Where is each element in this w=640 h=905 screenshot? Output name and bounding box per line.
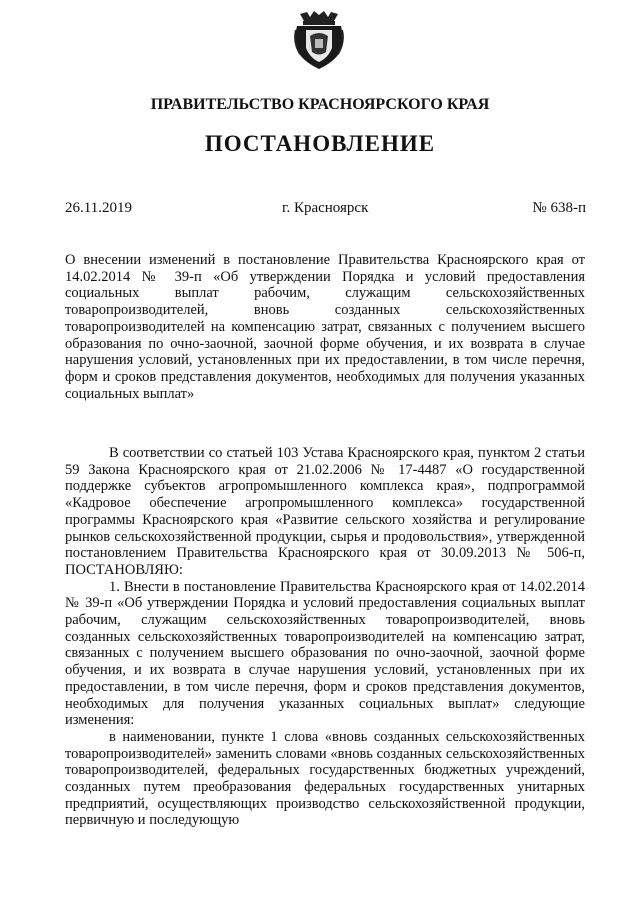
- subject-text: О внесении изменений в постановление Правительства Красноярского края от 14.02.2014 № 39-п «Об утверждении Порядка и условий предоставления социальных выплат рабочим, служащим сельскохозяйственных товаропроизводителей, вновь созданных сельскохозяйственных товаропроизводителей на компенсацию затрат, связанных с получением высшего образования по очно-заочной, заочной форме обучения, и их возврата в случае нарушения условий, установленных при их предоставлении, в том числе перечня, форм и сроков представления документов, необходимых для получения указанных социальных выплат»: [65, 252, 585, 402]
- document-body: [65, 445, 585, 829]
- document-subject: [65, 252, 585, 402]
- document-number: № 638-п: [532, 200, 586, 216]
- clause-paragraph: 1. Внести в постановление Правительства Красноярского края от 14.02.2014 № 39-п «Об утверждении Порядка и условий предоставления социальных выплат рабочим, служащим сельскохозяйственных товаропроизводителей, вновь созданных сельскохозяйственных товаропроизводителей на компенсацию затрат, связанных с получением высшего образования по очно-заочной, заочной форме обучения, и их возврата в случае нарушения условий, установленных при их предоставлении, в том числе перечня, форм и сроков представления документов, необходимых для получения указанных социальных выплат» следующие изменения:: [65, 578, 585, 729]
- document-city: г. Красноярск: [282, 200, 369, 216]
- government-title: ПРАВИТЕЛЬСТВО КРАСНОЯРСКОГО КРАЯ: [150, 96, 490, 113]
- document-type: ПОСТАНОВЛЕНИЕ: [204, 131, 436, 156]
- krasnoyarsk-coat-of-arms-icon: [294, 8, 344, 72]
- document-date: 26.11.2019: [65, 200, 132, 216]
- preamble-paragraph: В соответствии со статьей 103 Устава Красноярского края, пунктом 2 статьи 59 Закона Красноярского края от 21.02.2006 № 17-4487 «О государственной поддержке субъектов агропромышленного комплекса края», подпрограммой «Кадровое обеспечение агропромышленного комплекса» государственной программы Красноярского края «Развитие сельского хозяйства и регулирование рынков сельскохозяйственной продукции, сырья и продовольствия», утвержденной постановлением Правительства Красноярского края от 30.09.2013 № 506-п, ПОСТАНОВЛЯЮ:: [65, 445, 585, 578]
- amendment-paragraph: в наименовании, пункте 1 слова «вновь созданных сельскохозяйственных товаропроизводителей» заменить словами «вновь созданных сельскохозяйственных товаропроизводителей, федеральных государственных бюджетных учреждений, созданных путем преобразования федеральных государственных унитарных предприятий, осуществляющих производство сельскохозяйственной продукции, первичную и последующую: [65, 728, 585, 829]
